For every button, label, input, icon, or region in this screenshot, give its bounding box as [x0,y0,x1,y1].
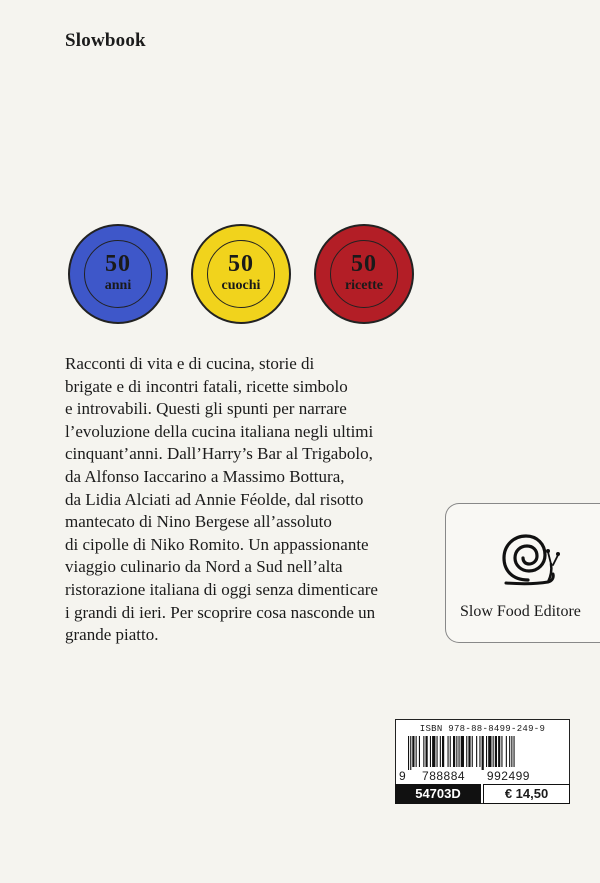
barcode-digits [399,769,569,783]
barcode-bar [506,736,507,767]
price: € 14,50 [483,784,570,804]
barcode-bar [430,736,431,767]
badge-label: ricette [344,278,384,293]
barcode-bar [476,736,477,767]
publisher-tab [445,503,600,643]
barcode-bar [456,736,457,767]
barcode-bar [416,736,417,767]
barcode-digit-group: 992499 [486,769,530,783]
barcode-bar [488,736,491,767]
barcode-bar [459,736,460,767]
barcode-bar [453,736,455,767]
badge-number: 50 [228,251,254,277]
barcode-bar [468,736,470,767]
barcode-bar [410,736,411,770]
barcode-bar [482,736,484,770]
barcode-digit-first: 9 [399,769,407,783]
barcode-bar [412,736,414,767]
barcode-bar [461,736,464,767]
barcode-bar [419,736,420,767]
barcode-bar [432,736,435,767]
barcode-bar [408,736,409,770]
badge-label: anni [104,278,132,293]
barcode-bar [498,736,500,767]
product-code: 54703D [395,784,481,804]
barcode-bar [426,736,428,767]
barcode-bar [509,736,510,767]
series-title: Slowbook [65,30,146,51]
badge-number: 50 [351,251,377,277]
price-row [395,784,570,804]
barcode-bar [501,736,502,767]
barcode-bar [472,736,473,767]
barcode-digit-group: 788884 [422,769,466,783]
barcode-bars [408,736,558,770]
badge-row [68,224,448,324]
barcode-bar [423,736,424,767]
barcode-label [395,719,570,804]
barcode-bar [511,736,512,767]
barcode-bar [440,736,441,767]
barcode-bar [486,736,487,767]
badge-cuochi [191,224,291,324]
barcode-bar [466,736,467,767]
publisher-name: Slow Food Editore [460,603,581,620]
barcode-bar [450,736,451,767]
snail-icon [498,528,562,590]
barcode-bar [437,736,438,767]
barcode-bar [495,736,497,767]
barcode-bar [479,736,480,767]
badge-label: cuochi [221,278,261,293]
barcode-bar [493,736,494,767]
badge-anni [68,224,168,324]
barcode-bar [448,736,449,767]
blurb-text: Racconti di vita e di cucina, storie di brigate e di incontri fatali, ricette simbolo e introvabili. Questi gli spunti per narrare l’evoluzione della cucina italiana negli ultimi cinquant’anni. Dall’Harry’s Bar al Trigabolo, da Alfonso Iaccarino a Massimo Bottura, da Lidia Alciati ad Annie Féolde, dal risotto mantecato di Nino Bergese all’assoluto di cipolle di Niko Romito. Un appassionante viaggio culinario da Nord a Sud nell’alta ristorazione italiana di oggi senza dimenticare i grandi di ieri. Per scoprire cosa nasconde un grande piatto. [65,354,378,645]
badge-ricette [314,224,414,324]
barcode-bar [514,736,515,767]
badge-number: 50 [105,251,131,277]
isbn-text: ISBN 978-88-8499-249-9 [419,724,546,734]
barcode-bar [442,736,444,767]
